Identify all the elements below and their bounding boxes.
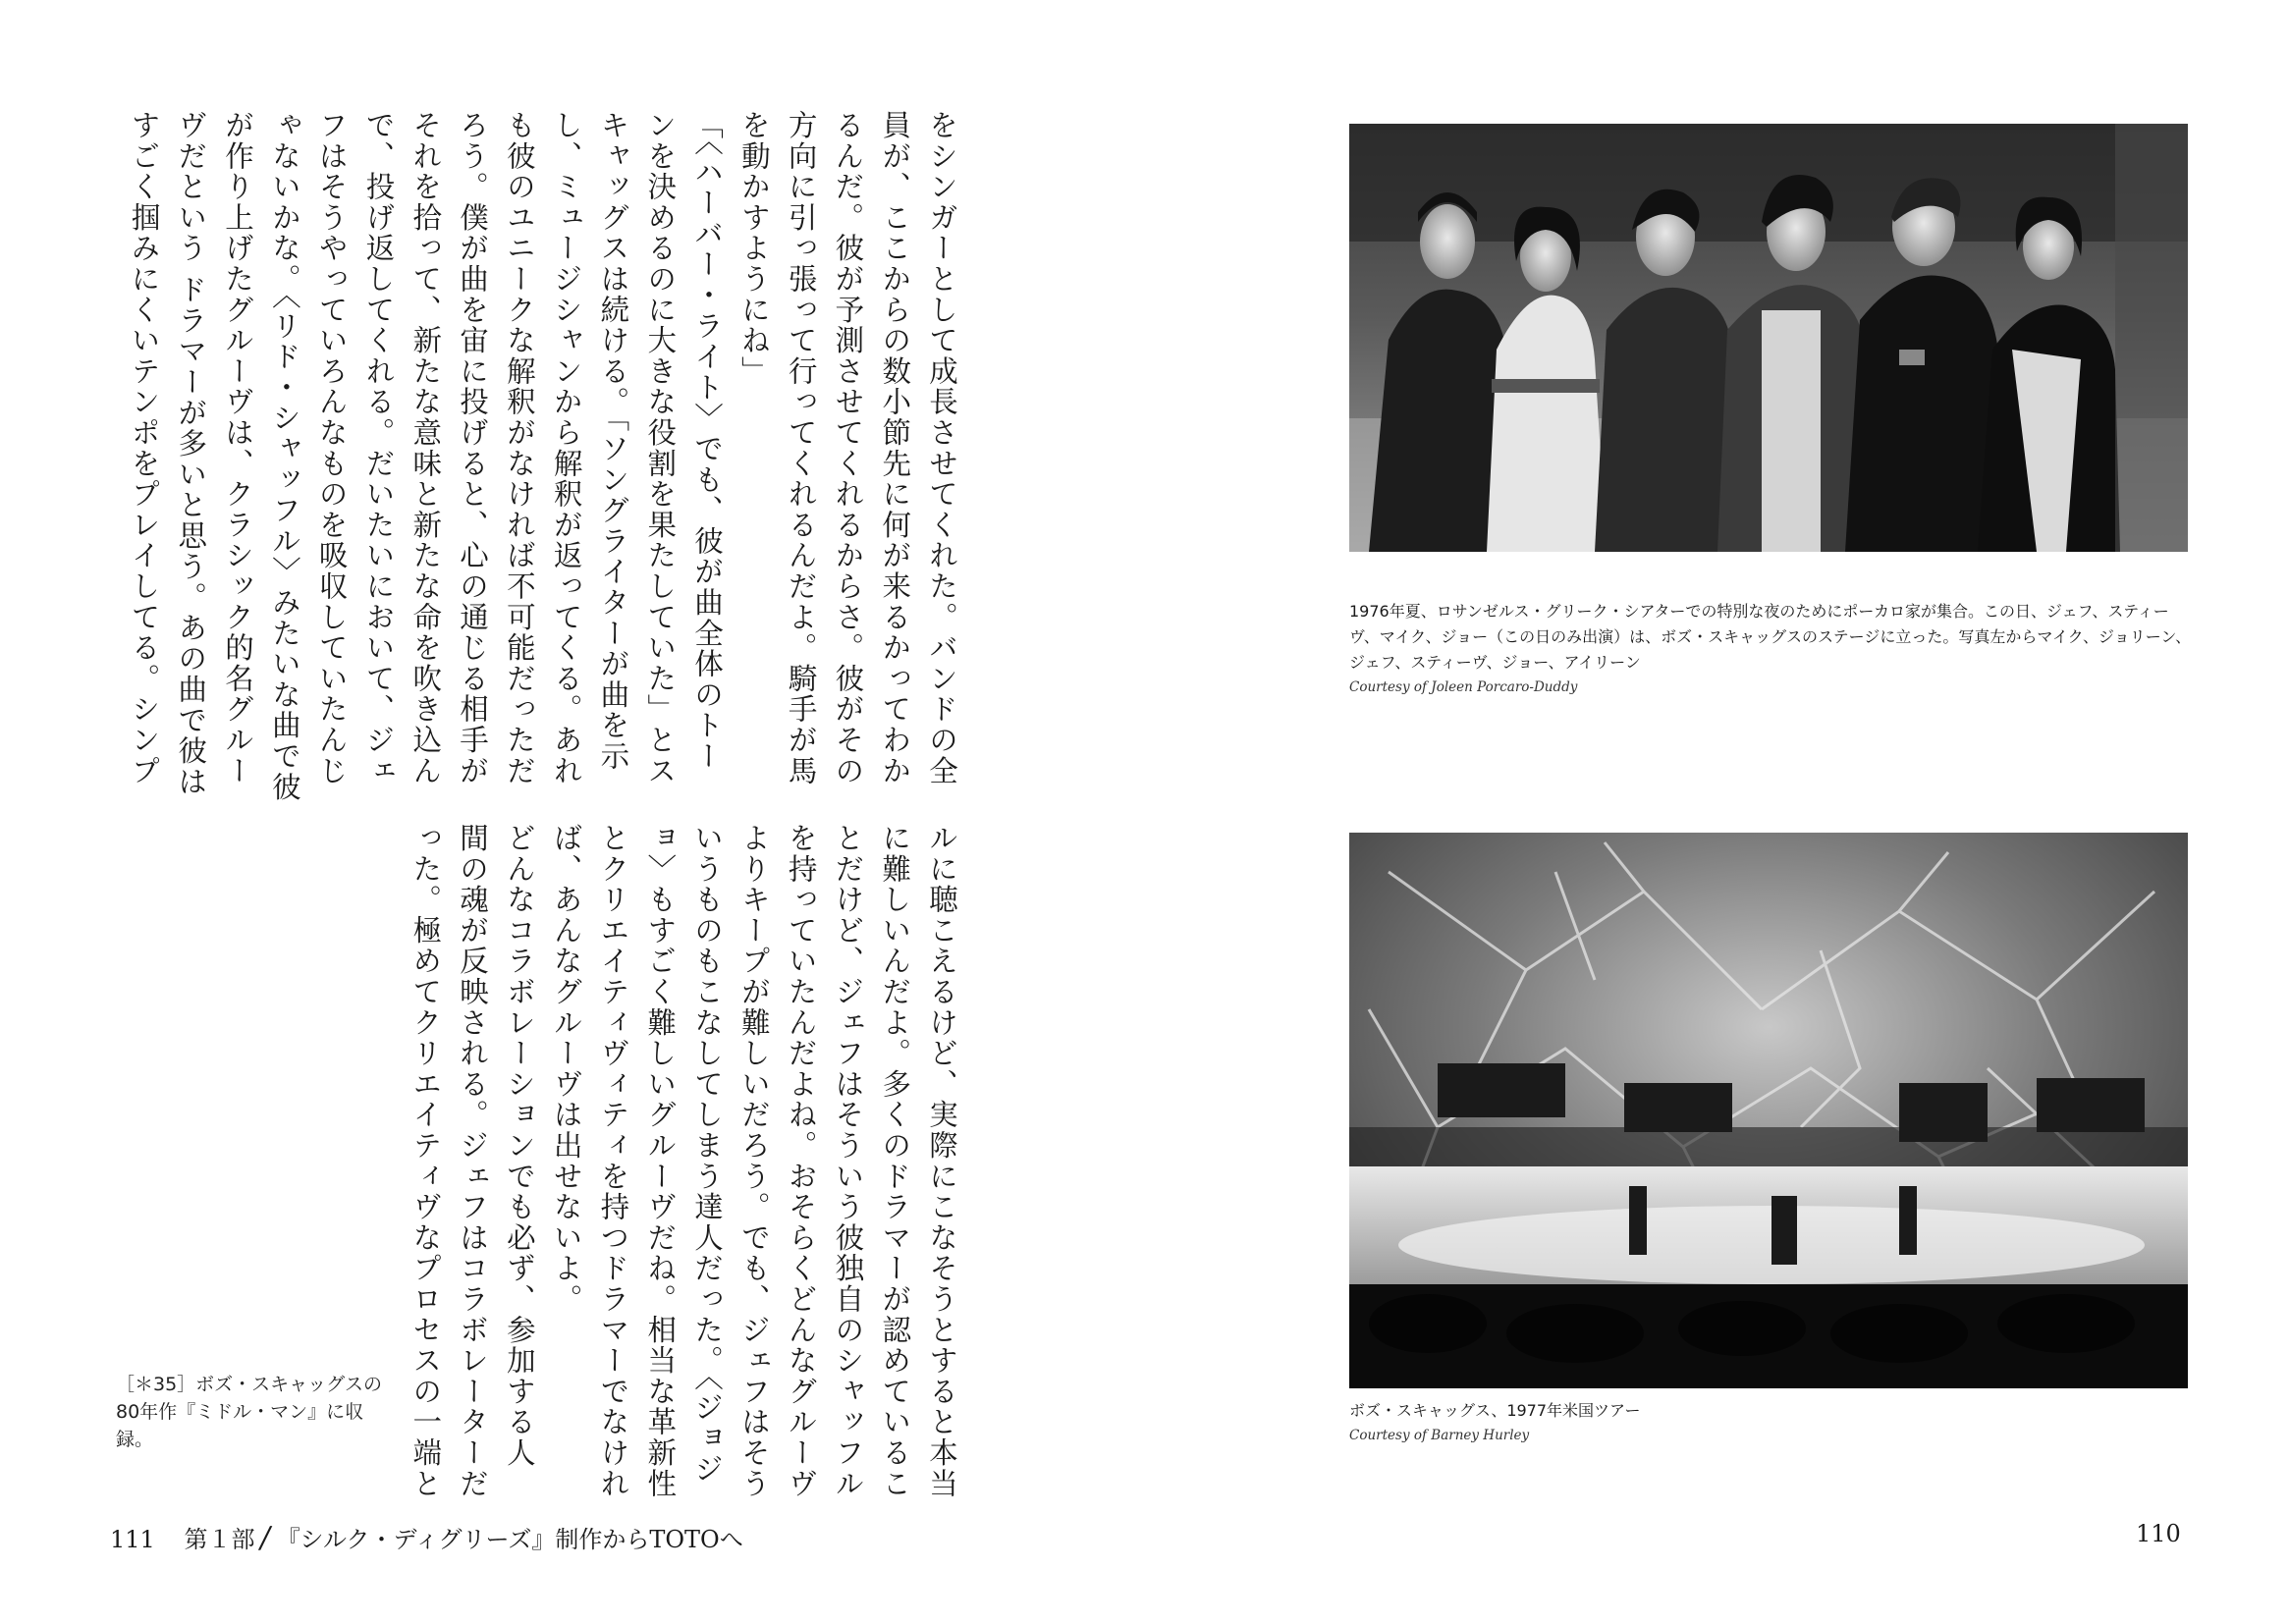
text-line: に難しいんだよ。多くのドラマーが認めているこ — [878, 823, 912, 1499]
photo-credit-1: Courtesy of Joleen Porcaro-Duddy — [1349, 679, 1578, 695]
text-line: も彼のユニークな解釈がなければ不可能だっただ — [502, 110, 536, 786]
body-text-bottom-block — [391, 823, 964, 1499]
text-line: 方向に引っ張って行ってくれるんだよ。騎手が馬 — [784, 110, 818, 786]
text-line: 員が、ここからの数小節先に何が来るかってわか — [878, 110, 912, 786]
text-line: を持っていたんだよね。おそらくどんなグルーヴ — [784, 823, 818, 1499]
section-label: 第１部 — [184, 1526, 255, 1553]
text-line: るんだ。彼が予測させてくれるからさ。彼がその — [831, 110, 865, 786]
text-line: それを拾って、新たな意味と新たな命を吹き込ん — [409, 110, 443, 786]
section-title: 『シルク・ディグリーズ』制作からTOTOへ — [276, 1526, 743, 1553]
text-line: 「〈ハーバー・ライト〉でも、彼が曲全体のトー — [690, 110, 725, 772]
text-line: った。極めてクリエイティヴなプロセスの一端と — [409, 823, 443, 1499]
text-line: ゃないかな。〈リド・シャッフル〉みたいな曲で彼 — [267, 110, 301, 803]
text-line: とだけど、ジェフはそういう彼独自のシャッフル — [831, 823, 865, 1499]
text-line: ろう。僕が曲を宙に投げると、心の通じる相手が — [456, 110, 490, 786]
text-line: ヴだという ドラマーが多いと思う。あの曲で彼は — [174, 110, 208, 797]
text-line: ンを決めるのに大きな役割を果たしていた」とス — [643, 110, 678, 786]
page-number-right: 110 — [2136, 1520, 2181, 1547]
text-line: 間の魂が反映される。ジェフはコラボレーターだ — [456, 823, 490, 1499]
text-line: すごく掴みにくいテンポをプレイしてる。シンプ — [127, 110, 161, 786]
page-number-left: 111 — [110, 1526, 155, 1553]
footnote: ［＊35］ボズ・スキャッグスの80年作『ミドル・マン』に収録。 — [116, 1374, 382, 1450]
body-text-top-block — [100, 110, 964, 803]
text-line: が作り上げたグルーヴは、クラシック的名グルー — [221, 110, 255, 786]
text-line: キャッグスは続ける。「ソングライターが曲を示 — [596, 110, 630, 772]
text-line: ョ〉もすごく難しいグルーヴだね。相当な革新性 — [643, 823, 678, 1499]
text-line: とクリエイティヴィティを持つドラマーでなけれ — [596, 823, 630, 1499]
photo-caption-1: 1976年夏、ロサンゼルス・グリーク・シアターでの特別な夜のためにポーカロ家が集合。この日、ジェフ、スティーヴ、マイク、ジョー（この日のみ出演）は、ボズ・スキャッグスのステージに立った。写真左からマイク、ジョリーン、ジェフ、スティーヴ、ジョー、アイリーン — [1349, 602, 2192, 672]
text-line: ば、あんなグルーヴは出せないよ。 — [549, 823, 583, 1315]
text-line: フはそうやっていろんなものを吸収していたんじ — [314, 110, 349, 786]
photo-boz-scaggs-concert — [1349, 833, 2188, 1388]
text-line: どんなコラボレーションでも必ず、参加する人 — [502, 823, 536, 1469]
text-line: ルに聴こえるけど、実際にこなそうとすると本当 — [925, 823, 958, 1499]
text-line: よりキープが難しいだろう。でも、ジェフはそう — [736, 823, 771, 1499]
text-line: をシンガーとして成長させてくれた。バンドの全 — [925, 110, 958, 786]
text-line: いうものもこなしてしまう達人だった。〈ジョジ — [690, 823, 725, 1485]
photo-credit-2: Courtesy of Barney Hurley — [1349, 1428, 1530, 1443]
footer-slash-ornament: / — [257, 1521, 274, 1555]
text-line: し、ミュージシャンから解釈が返ってくる。あれ — [549, 110, 583, 786]
text-line: を動かすようにね」 — [736, 110, 771, 387]
text-line: で、投げ返してくれる。だいたいにおいて、ジェ — [361, 110, 396, 786]
running-footer-left — [110, 1520, 743, 1555]
photo-caption-2: ボズ・スキャッグス、1977年米国ツアー — [1349, 1401, 1641, 1420]
photo-porcaro-family — [1349, 124, 2188, 552]
